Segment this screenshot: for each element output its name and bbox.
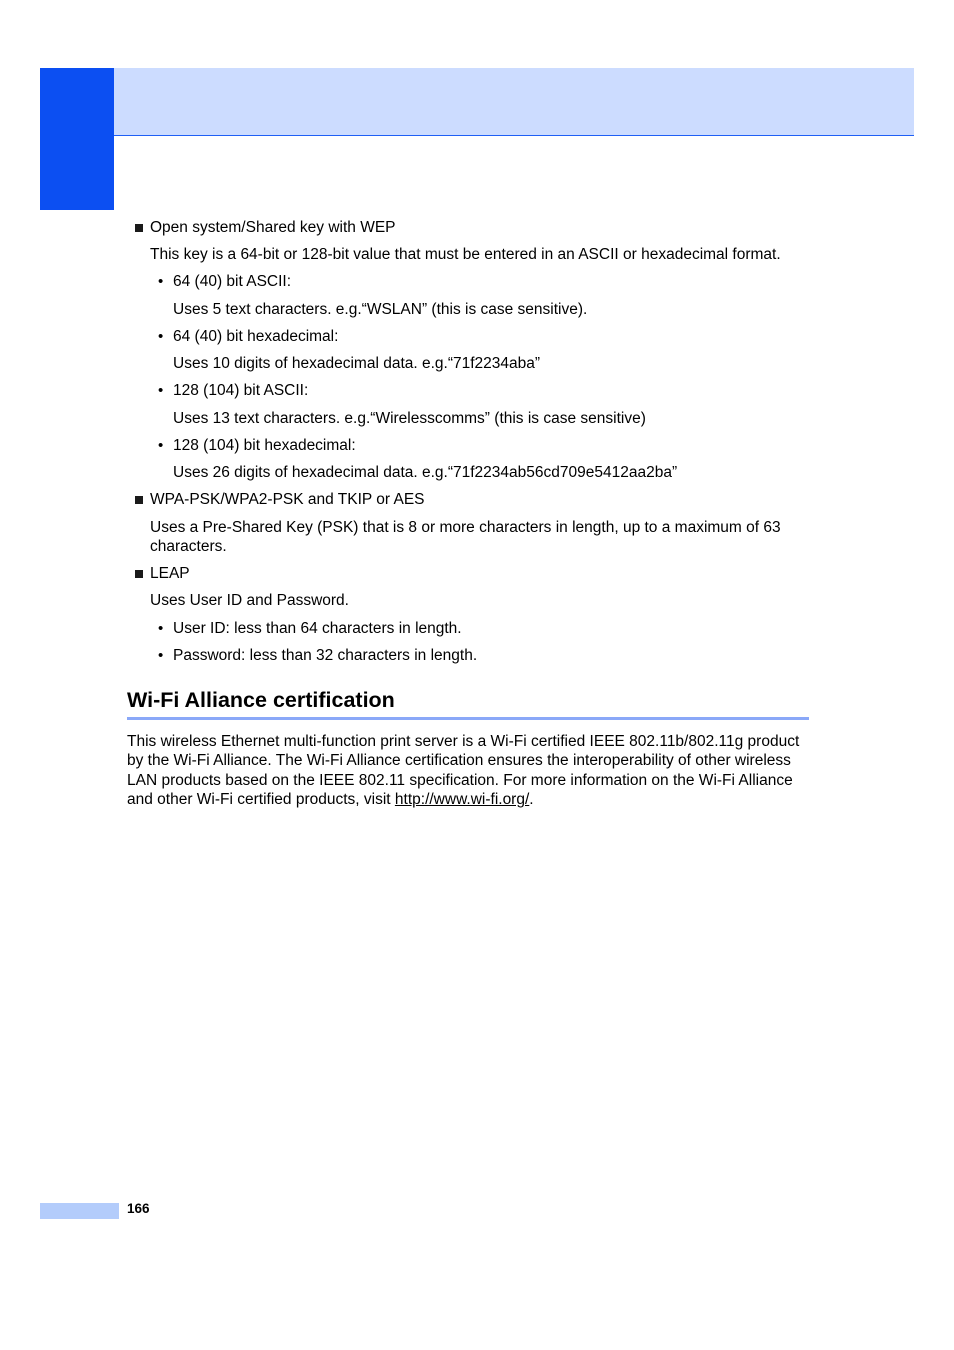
square-bullet-icon (135, 224, 143, 232)
square-bullet-icon (135, 570, 143, 578)
bullet-icon: • (158, 647, 164, 664)
sub-item-label: 64 (40) bit ASCII: (173, 273, 292, 290)
sub-item-description: Uses 10 digits of hexadecimal data. e.g.“71f2234aba” (173, 355, 541, 372)
sub-item-label: 64 (40) bit hexadecimal: (173, 328, 339, 345)
bullet-icon: • (158, 382, 164, 399)
bullet-icon: • (158, 328, 164, 345)
page-number: 166 (127, 1201, 150, 1216)
list-item-title: LEAP (150, 565, 190, 582)
list-item-title: WPA-PSK/WPA2-PSK and TKIP or AES (150, 491, 425, 508)
sub-item-label: User ID: less than 64 characters in length. (173, 620, 462, 637)
section-heading: Wi-Fi Alliance certification (127, 688, 395, 712)
list-item-description: This key is a 64-bit or 128-bit value that must be entered in an ASCII or hexadecimal format. (150, 246, 781, 263)
section-paragraph (127, 732, 817, 810)
wifi-alliance-link[interactable]: http://www.wi-fi.org/ (394, 791, 530, 809)
paragraph-end: . (529, 791, 534, 809)
bullet-icon: • (158, 620, 164, 637)
chapter-tab (40, 68, 114, 210)
footer-bar (40, 1203, 119, 1219)
bullet-icon: • (158, 273, 164, 290)
sub-item-label: 128 (104) bit ASCII: (173, 382, 309, 399)
header-band (114, 68, 914, 136)
bullet-icon: • (158, 437, 164, 454)
square-bullet-icon (135, 496, 143, 504)
paragraph-text: This wireless Ethernet multi-function print server is a Wi-Fi certified IEEE 802.11b/802.11g product by the Wi-Fi Alliance. The Wi-Fi Alliance certification ensures the interoperability of other wireless LAN products based on the IEEE 802.11 specification. For more information on the Wi-Fi Alliance and other Wi-Fi certified products, visit (127, 733, 800, 809)
list-item-description: Uses a Pre-Shared Key (PSK) that is 8 or more characters in length, up to a maximum of 63 (150, 519, 781, 536)
sub-item-description: Uses 13 text characters. e.g.“Wirelesscomms” (this is case sensitive) (173, 410, 646, 427)
list-item-description: Uses User ID and Password. (150, 592, 349, 609)
sub-item-description: Uses 5 text characters. e.g.“WSLAN” (this is case sensitive). (173, 301, 588, 318)
heading-rule (127, 717, 809, 720)
list-item-title: Open system/Shared key with WEP (150, 219, 396, 236)
sub-item-label: Password: less than 32 characters in length. (173, 647, 478, 664)
sub-item-label: 128 (104) bit hexadecimal: (173, 437, 356, 454)
list-item-description-cont: characters. (150, 538, 227, 555)
sub-item-description: Uses 26 digits of hexadecimal data. e.g.“71f2234ab56cd709e5412aa2ba” (173, 464, 678, 481)
